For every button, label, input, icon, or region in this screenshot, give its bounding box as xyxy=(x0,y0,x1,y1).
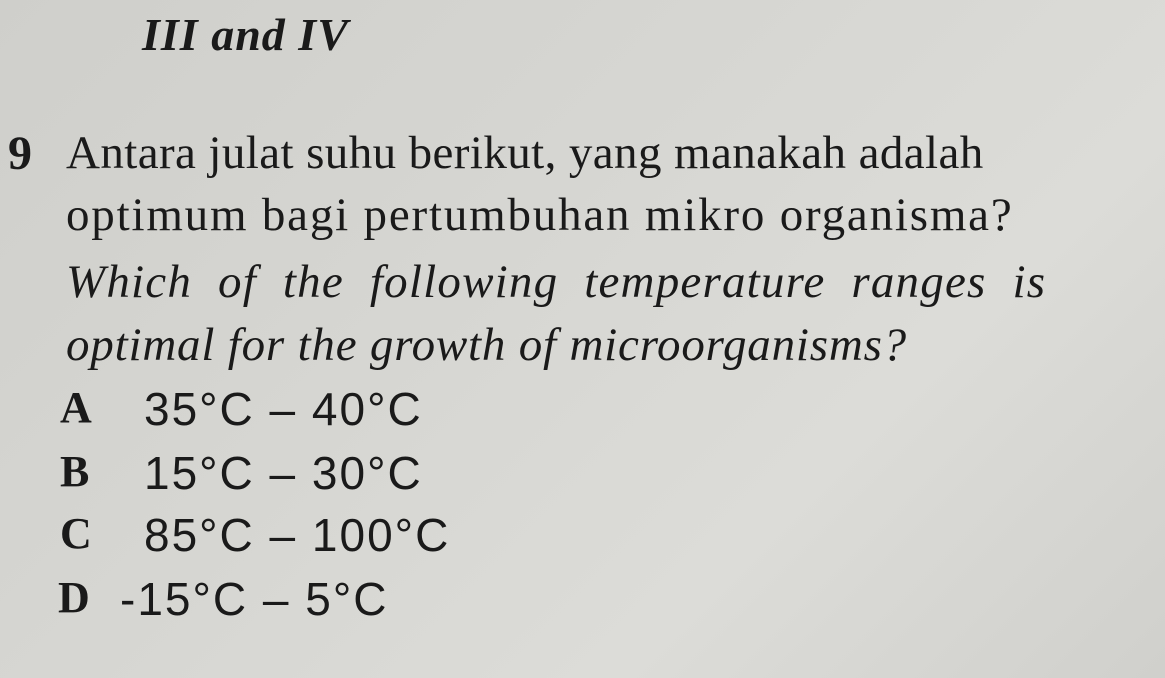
question-text-english-line-1: Which of the following temperature ranges is xyxy=(66,256,1047,308)
question-text-malay-line-2: optimum bagi pertumbuhan mikro organisma? xyxy=(66,189,1014,241)
option-d-letter: D xyxy=(58,573,90,622)
option-c-value: 85°C – 100°C xyxy=(144,509,451,561)
question-number: 9 xyxy=(8,127,32,180)
option-d-value: -15°C – 5°C xyxy=(120,573,389,625)
option-b-letter: B xyxy=(60,447,90,496)
question-text-malay-line-1: Antara julat suhu berikut, yang manakah adalah xyxy=(66,127,984,179)
option-a-letter: A xyxy=(60,383,92,432)
option-c-letter: C xyxy=(60,509,92,558)
option-a-value: 35°C – 40°C xyxy=(144,383,423,435)
question-text-english-line-2: optimal for the growth of microorganisms? xyxy=(66,319,907,371)
option-b-value: 15°C – 30°C xyxy=(144,447,423,499)
previous-question-answer-text: III and IV xyxy=(142,9,349,60)
